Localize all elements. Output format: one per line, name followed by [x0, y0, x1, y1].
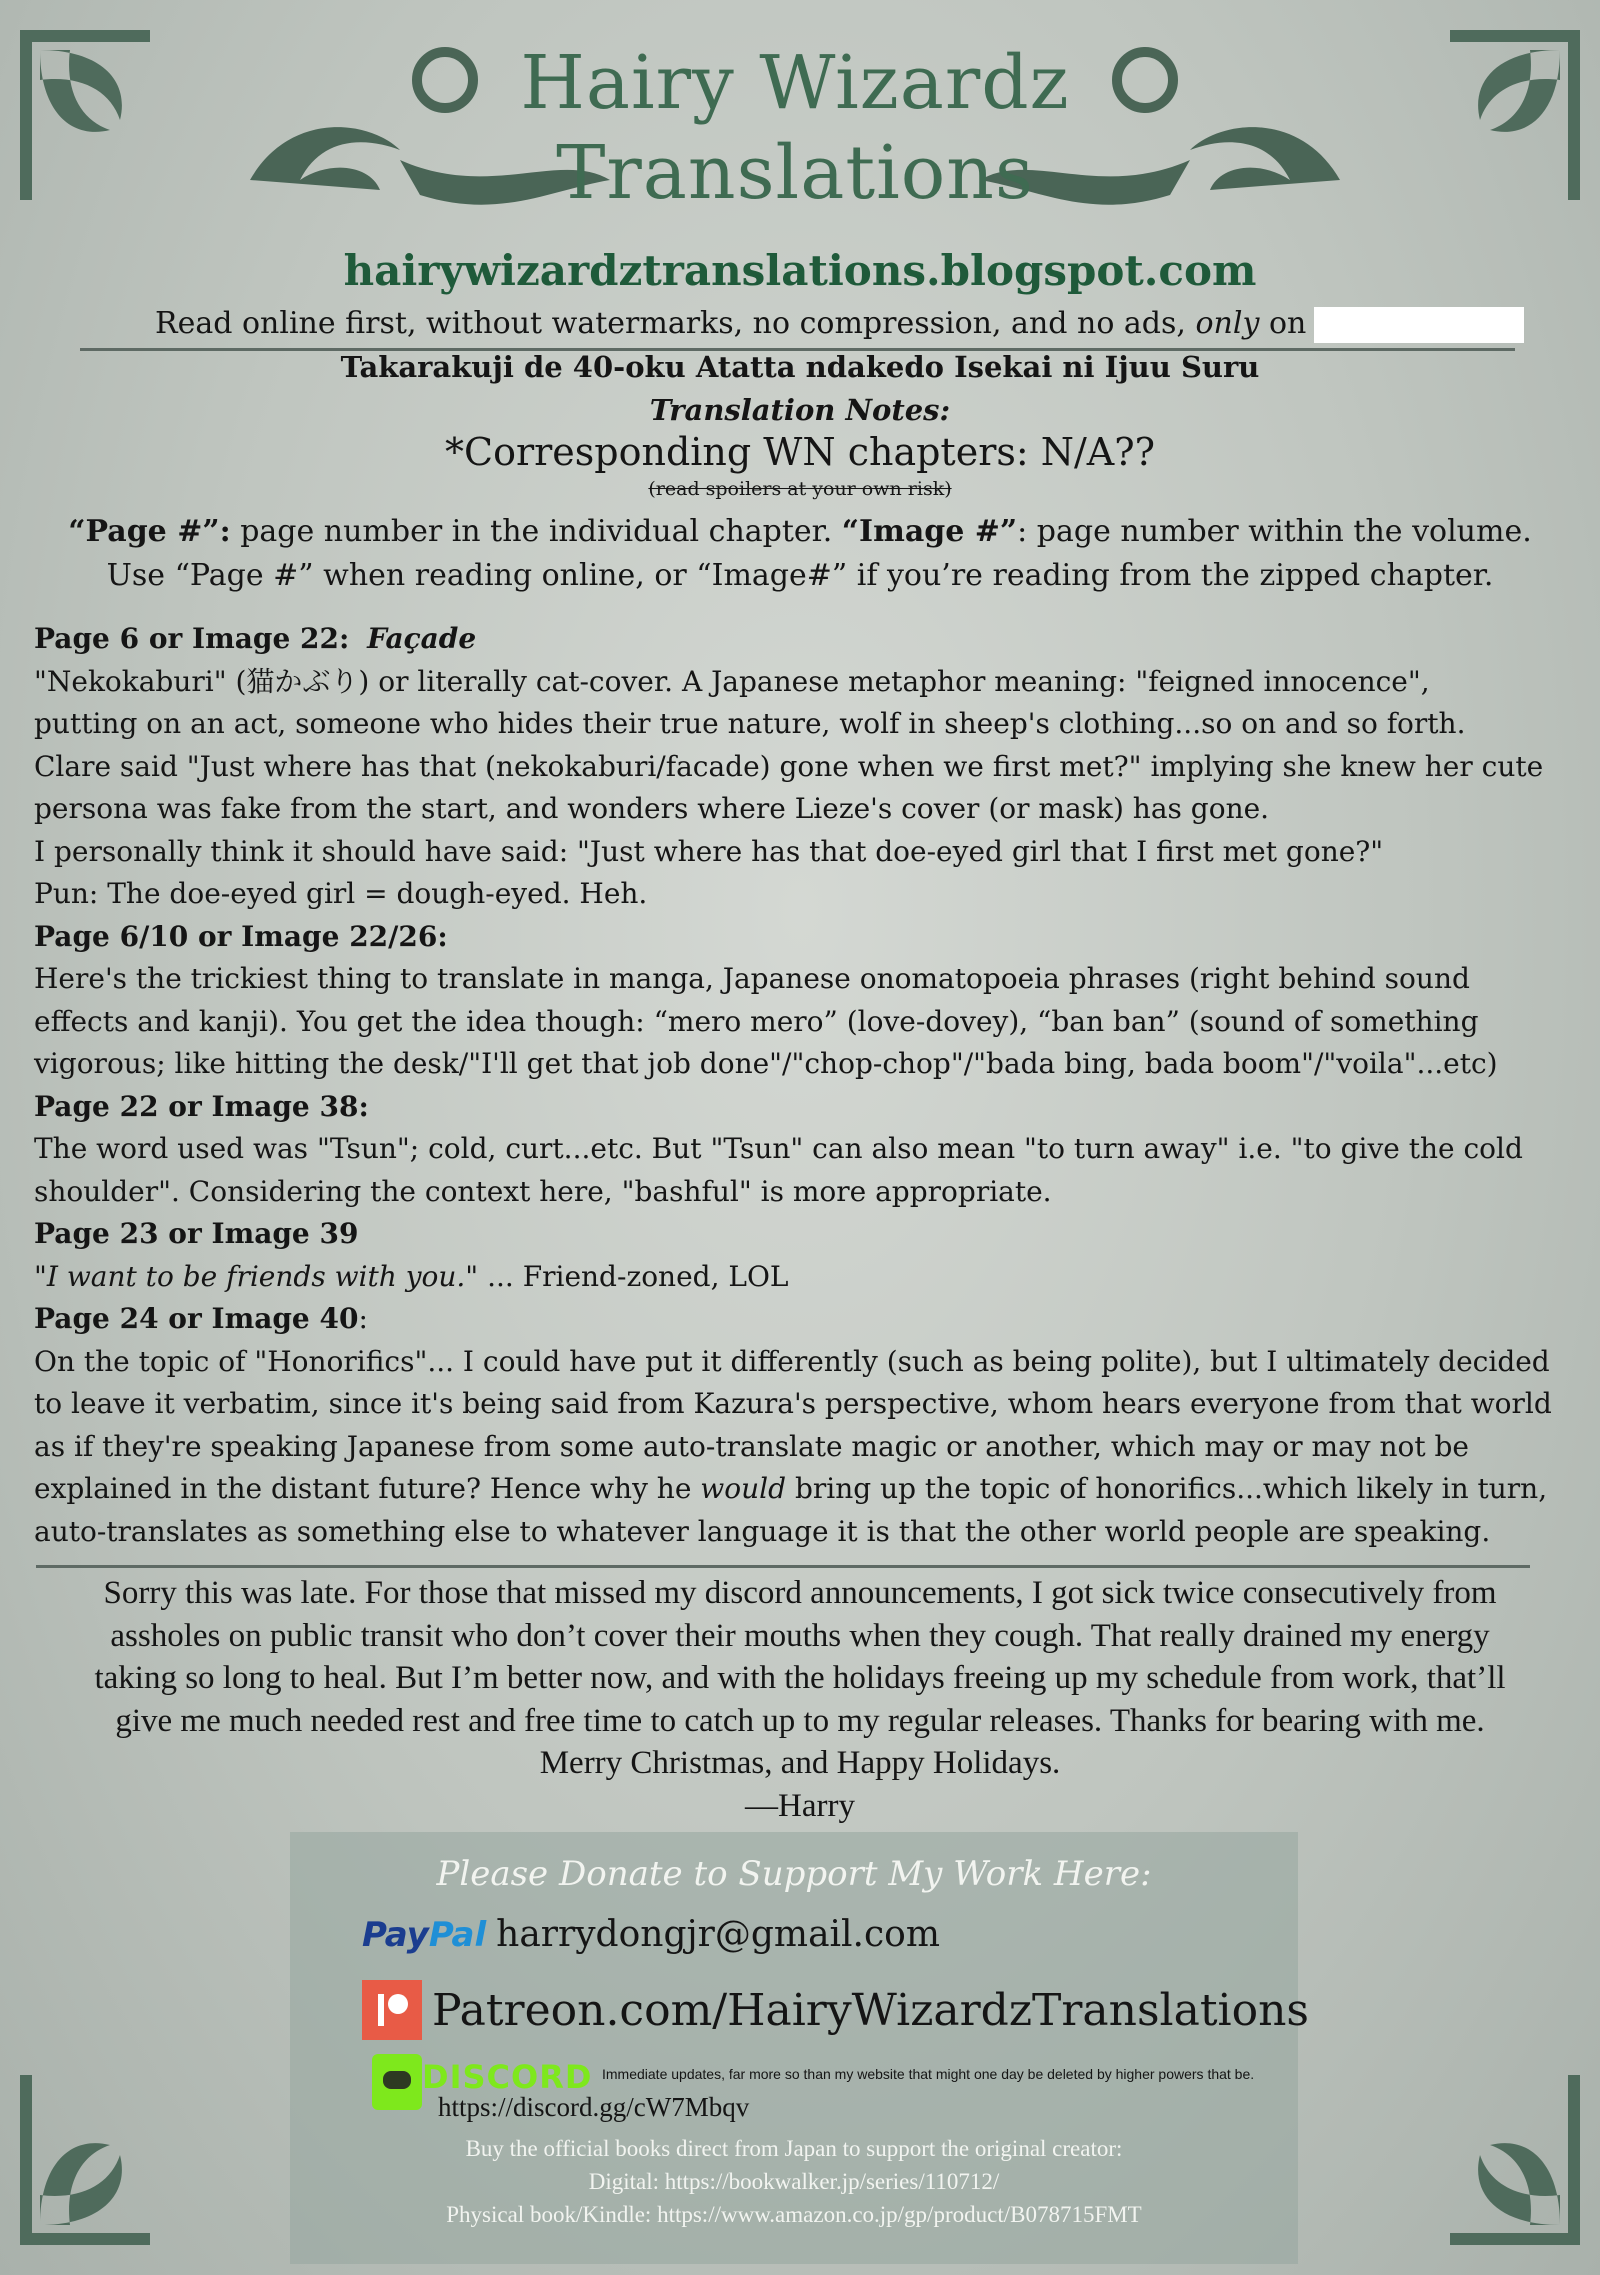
- note-line: On the topic of "Honorifics"... I could have put it differently (such as being polite), but I ultimately decided: [34, 1344, 1550, 1378]
- note-line: putting on an act, someone who hides their true nature, wolf in sheep's clothing...so on and so forth.: [34, 707, 1466, 740]
- note-text: bring up the topic of honorifics...which likely in turn,: [786, 1472, 1548, 1505]
- note-quote-comment: ... Friend-zoned, LOL: [478, 1259, 789, 1293]
- redacted-box: [1314, 307, 1524, 343]
- paypal-logo-text-b: Pal: [428, 1914, 487, 1955]
- closing-line: Merry Christmas, and Happy Holidays.: [539, 1745, 1061, 1781]
- discord-wordmark: DISCORD: [422, 2058, 593, 2096]
- note-quote: "I want to be friends with you.": [34, 1259, 479, 1293]
- wn-chapters-line: *Corresponding WN chapters: N/A??: [445, 430, 1155, 474]
- note-heading: [34, 1298, 1554, 1341]
- note-heading-text: Page 24 or Image 40: [34, 1302, 359, 1335]
- patreon-logo-icon: [362, 1980, 422, 2040]
- bookwalker-link[interactable]: Digital: https://bookwalker.jp/series/110712/: [588, 2169, 1000, 2194]
- site-title-line-2: Translations: [556, 130, 1034, 216]
- patreon-row[interactable]: [362, 1980, 1309, 2040]
- note-line: The word used was "Tsun"; cold, curt...etc. But "Tsun" can also mean "to turn away" i.e. "to give the cold: [34, 1132, 1523, 1165]
- paypal-email[interactable]: harrydongjr@gmail.com: [496, 1914, 940, 1955]
- closing-line: Sorry this was late. For those that missed my discord announcements, I got sick twice consecutively from: [103, 1575, 1497, 1611]
- image-label: “Image #”: [841, 514, 1018, 549]
- image-desc: : page number within the volume.: [1017, 514, 1532, 549]
- page-usage-help: Use “Page #” when reading online, or “Image#” if you’re reading from the zipped chapter.: [106, 558, 1494, 593]
- site-url-link[interactable]: hairywizardztranslations.blogspot.com: [343, 246, 1257, 295]
- note-heading: Page 6/10 or Image 22/26:: [34, 919, 448, 953]
- buy-official-info: [290, 2132, 1298, 2231]
- corner-ornament-top-right: [1440, 20, 1590, 210]
- page-number-help: [0, 514, 1600, 549]
- header-banner: [230, 30, 1360, 230]
- note-line: auto-translates as something else to whatever language it is that the other world people are speaking.: [34, 1514, 1491, 1548]
- note-line: "Nekokaburi" (猫かぶり) or literally cat-cover. A Japanese metaphor meaning: "feigned innocence",: [34, 664, 1430, 698]
- note-line: I personally think it should have said: "Just where has that doe-eyed girl that I first met gone?": [34, 834, 1384, 868]
- signature: —Harry: [745, 1787, 855, 1824]
- closing-line: give me much needed rest and free time to catch up to my regular releases. Thanks for bearing with me.: [115, 1702, 1485, 1739]
- note-heading-text: Page 6 or Image 22:: [34, 622, 350, 655]
- paypal-logo-text-a: Pay: [362, 1914, 429, 1955]
- read-online-notice: [155, 306, 1524, 343]
- discord-logo-icon: [372, 2054, 422, 2110]
- note-line: effects and kanji). You get the idea though: “mero mero” (love-dovey), “ban ban” (sound of something: [34, 1004, 1479, 1038]
- note-line: Clare said "Just where has that (nekokaburi/facade) gone when we first met?" implying she knew her cute: [34, 749, 1544, 783]
- paypal-row[interactable]: [362, 1914, 940, 1955]
- note-line: Pun: The doe-eyed girl = dough-eyed. Heh.: [34, 877, 648, 910]
- note-line: [34, 1468, 1554, 1511]
- spoiler-warning: (read spoilers at your own risk): [648, 478, 952, 500]
- note-line: [34, 1256, 1554, 1299]
- page-desc: page number in the individual chapter.: [230, 514, 842, 549]
- read-online-on: on: [1259, 306, 1307, 341]
- translation-notes-body: [34, 618, 1554, 1553]
- discord-note: Immediate updates, far more so than my website that might one day be deleted by higher powers that be.: [602, 2066, 1255, 2082]
- note-heading: Page 22 or Image 38:: [34, 1089, 369, 1123]
- series-title: Takarakuji de 40-oku Atatta ndakedo Isekai ni Ijuu Suru: [340, 350, 1260, 384]
- note-text: explained in the distant future? Hence why he: [34, 1472, 701, 1505]
- discord-invite-link[interactable]: https://discord.gg/cW7Mbqv: [438, 2092, 750, 2122]
- note-heading: Page 23 or Image 39: [34, 1217, 359, 1250]
- note-line: as if they're speaking Japanese from some auto-translate magic or another, which may or may not be: [34, 1429, 1469, 1463]
- note-line: Here's the trickiest thing to translate in manga, Japanese onomatopoeia phrases (right behind sound: [34, 962, 1470, 995]
- translation-notes-heading: Translation Notes:: [649, 393, 951, 427]
- divider-bottom: [36, 1565, 1530, 1568]
- paypal-logo-icon: [362, 1915, 486, 1955]
- site-title-line-1: Hairy Wizardz: [520, 40, 1070, 126]
- amazon-link[interactable]: Physical book/Kindle: https://www.amazon.co.jp/gp/product/B078715FMT: [446, 2202, 1142, 2227]
- discord-row: [372, 2054, 1272, 2124]
- note-heading-colon: :: [358, 1302, 368, 1335]
- note-heading: [34, 618, 1554, 661]
- note-line: shoulder". Considering the context here, "bashful" is more appropriate.: [34, 1174, 1052, 1208]
- patreon-link[interactable]: Patreon.com/HairyWizardzTranslations: [432, 1984, 1309, 2036]
- corner-ornament-bottom-left: [10, 2065, 160, 2255]
- buy-official-line: Buy the official books direct from Japan to support the original creator:: [465, 2136, 1123, 2161]
- note-line: to leave it verbatim, since it's being said from Kazura's perspective, whom hears everyone from that world: [34, 1387, 1552, 1420]
- donate-heading: Please Donate to Support My Work Here:: [436, 1854, 1152, 1894]
- corner-ornament-top-left: [10, 20, 160, 210]
- closing-line: assholes on public transit who don’t cover their mouths when they cough. That really drained my energy: [110, 1617, 1490, 1654]
- corner-ornament-bottom-right: [1440, 2065, 1590, 2255]
- note-heading-italic: Façade: [367, 622, 477, 655]
- closing-message: [20, 1572, 1580, 1827]
- note-line: vigorous; like hitting the desk/"I'll get that job done"/"chop-chop"/"bada bing, bada boom"/"voila"...etc): [34, 1047, 1498, 1080]
- note-line: persona was fake from the start, and wonders where Lieze's cover (or mask) has gone.: [34, 792, 1270, 825]
- read-online-only: only: [1195, 306, 1260, 341]
- read-online-text: Read online first, without watermarks, no compression, and no ads,: [155, 306, 1196, 341]
- closing-line: taking so long to heal. But I’m better now, and with the holidays freeing up my schedule from work, that’ll: [94, 1660, 1506, 1696]
- note-emphasis: would: [700, 1472, 787, 1505]
- donation-panel: [290, 1832, 1309, 2264]
- page-label: “Page #”:: [68, 514, 231, 549]
